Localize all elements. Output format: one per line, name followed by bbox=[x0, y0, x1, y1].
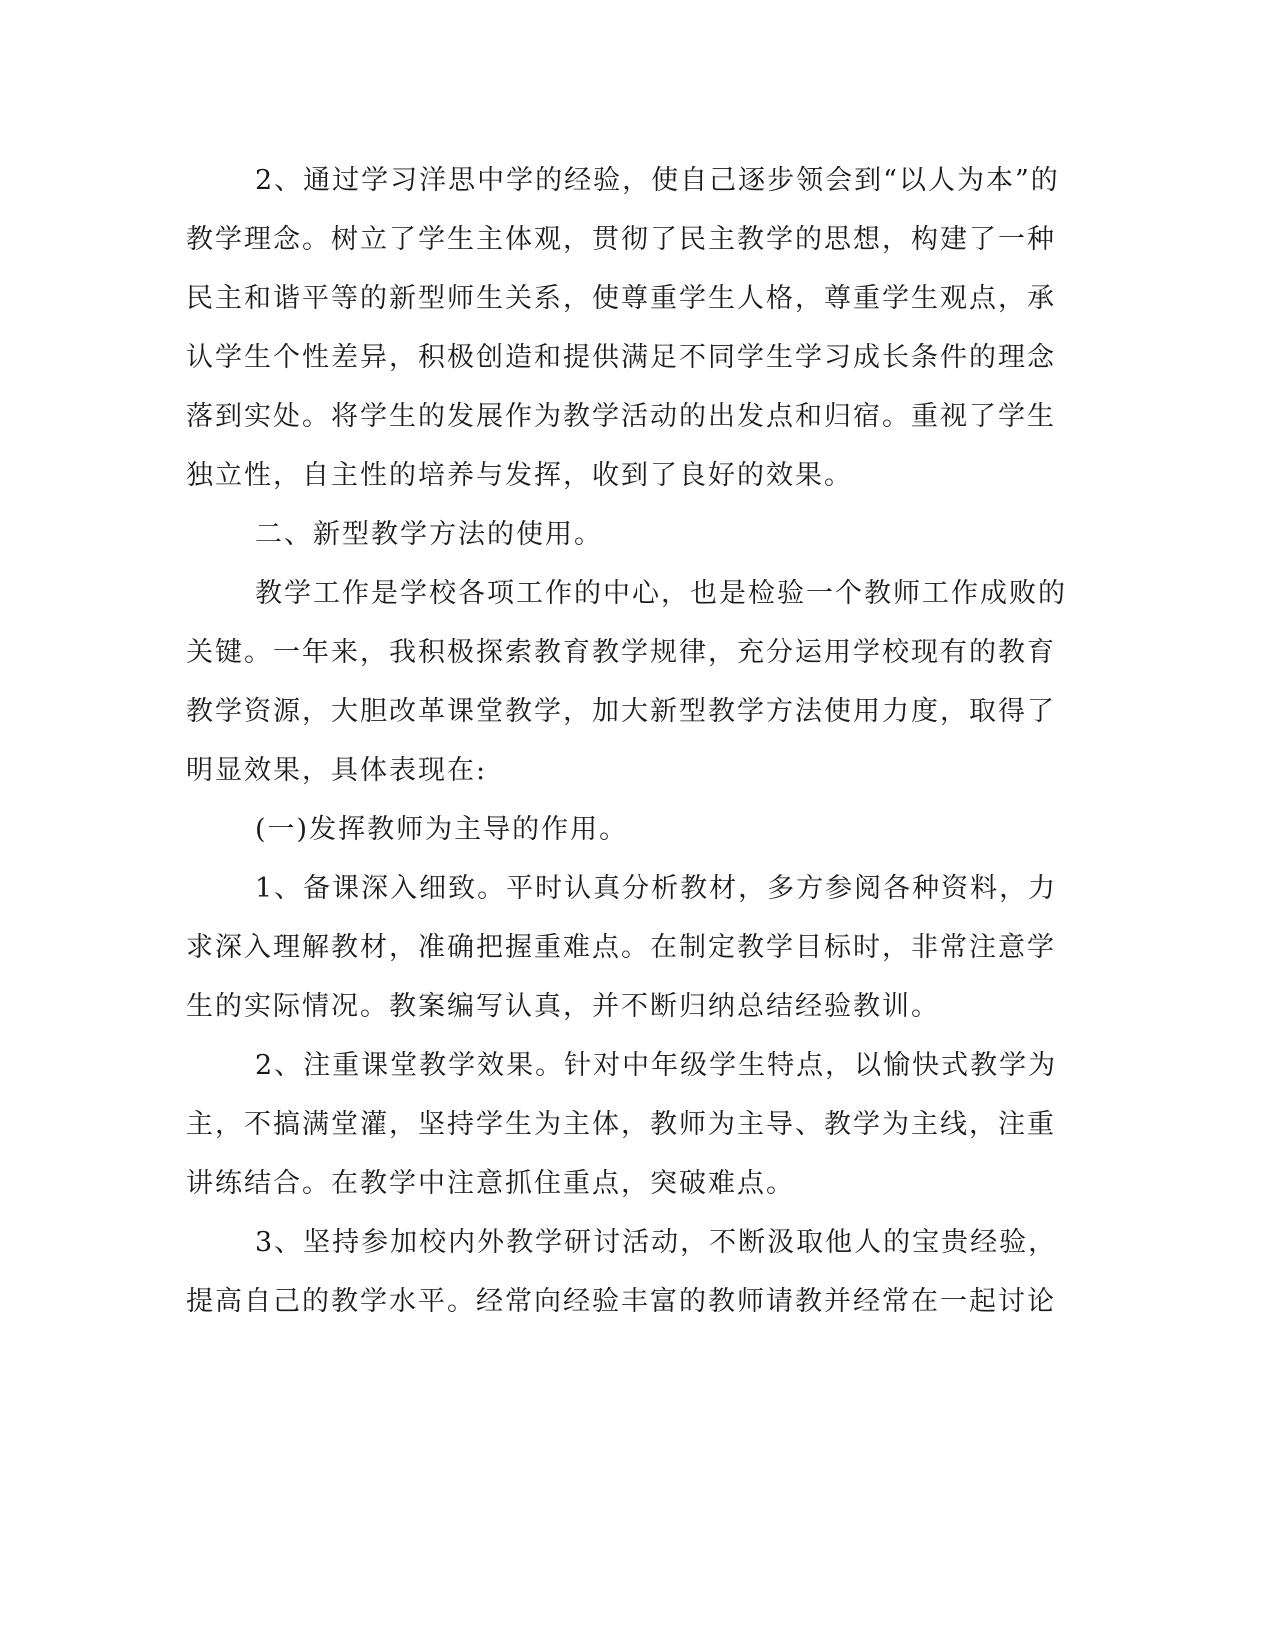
text-line: 教学工作是学校各项工作的中心，也是检验一个教师工作成败的 bbox=[255, 578, 1067, 609]
text-line: 提高自己的教学水平。经常向经验丰富的教师请教并经常在一起讨论 bbox=[186, 1286, 1056, 1317]
text-line: 民主和谐平等的新型师生关系，使尊重学生人格，尊重学生观点，承 bbox=[186, 283, 1056, 314]
text-line: 讲练结合。在教学中注意抓住重点，突破难点。 bbox=[186, 1168, 795, 1199]
text-line: 3、坚持参加校内外教学研讨活动，不断汲取他人的宝贵经验， bbox=[255, 1227, 1058, 1258]
text-line: 明显效果，具体表现在: bbox=[186, 755, 488, 786]
text-line: 1、备课深入细致。平时认真分析教材，多方参阅各种资料，力 bbox=[255, 873, 1058, 904]
text-line: 独立性，自主性的培养与发挥，收到了良好的效果。 bbox=[186, 460, 853, 491]
text-line: 教学资源，大胆改革课堂教学，加大新型教学方法使用力度，取得了 bbox=[186, 696, 1056, 727]
section-heading: 二、新型教学方法的使用。 bbox=[255, 519, 603, 550]
text-line: 生的实际情况。教案编写认真，并不断归纳总结经验教训。 bbox=[186, 991, 940, 1022]
text-line: 2、通过学习洋思中学的经验，使自己逐步领会到“以人为本”的 bbox=[255, 165, 1060, 196]
text-line: 认学生个性差异，积极创造和提供满足不同学生学习成长条件的理念 bbox=[186, 342, 1056, 373]
text-line: 落到实处。将学生的发展作为教学活动的出发点和归宿。重视了学生 bbox=[186, 401, 1056, 432]
subsection-heading: (一)发挥教师为主导的作用。 bbox=[255, 814, 629, 845]
text-line: 求深入理解教材，准确把握重难点。在制定教学目标时，非常注意学 bbox=[186, 932, 1056, 963]
text-line: 主，不搞满堂灌，坚持学生为主体，教师为主导、教学为主线，注重 bbox=[186, 1109, 1056, 1140]
text-line: 关键。一年来，我积极探索教育教学规律，充分运用学校现有的教育 bbox=[186, 637, 1056, 668]
text-line: 教学理念。树立了学生主体观，贯彻了民主教学的思想，构建了一种 bbox=[186, 224, 1056, 255]
text-line: 2、注重课堂教学效果。针对中年级学生特点，以愉快式教学为 bbox=[255, 1050, 1058, 1081]
